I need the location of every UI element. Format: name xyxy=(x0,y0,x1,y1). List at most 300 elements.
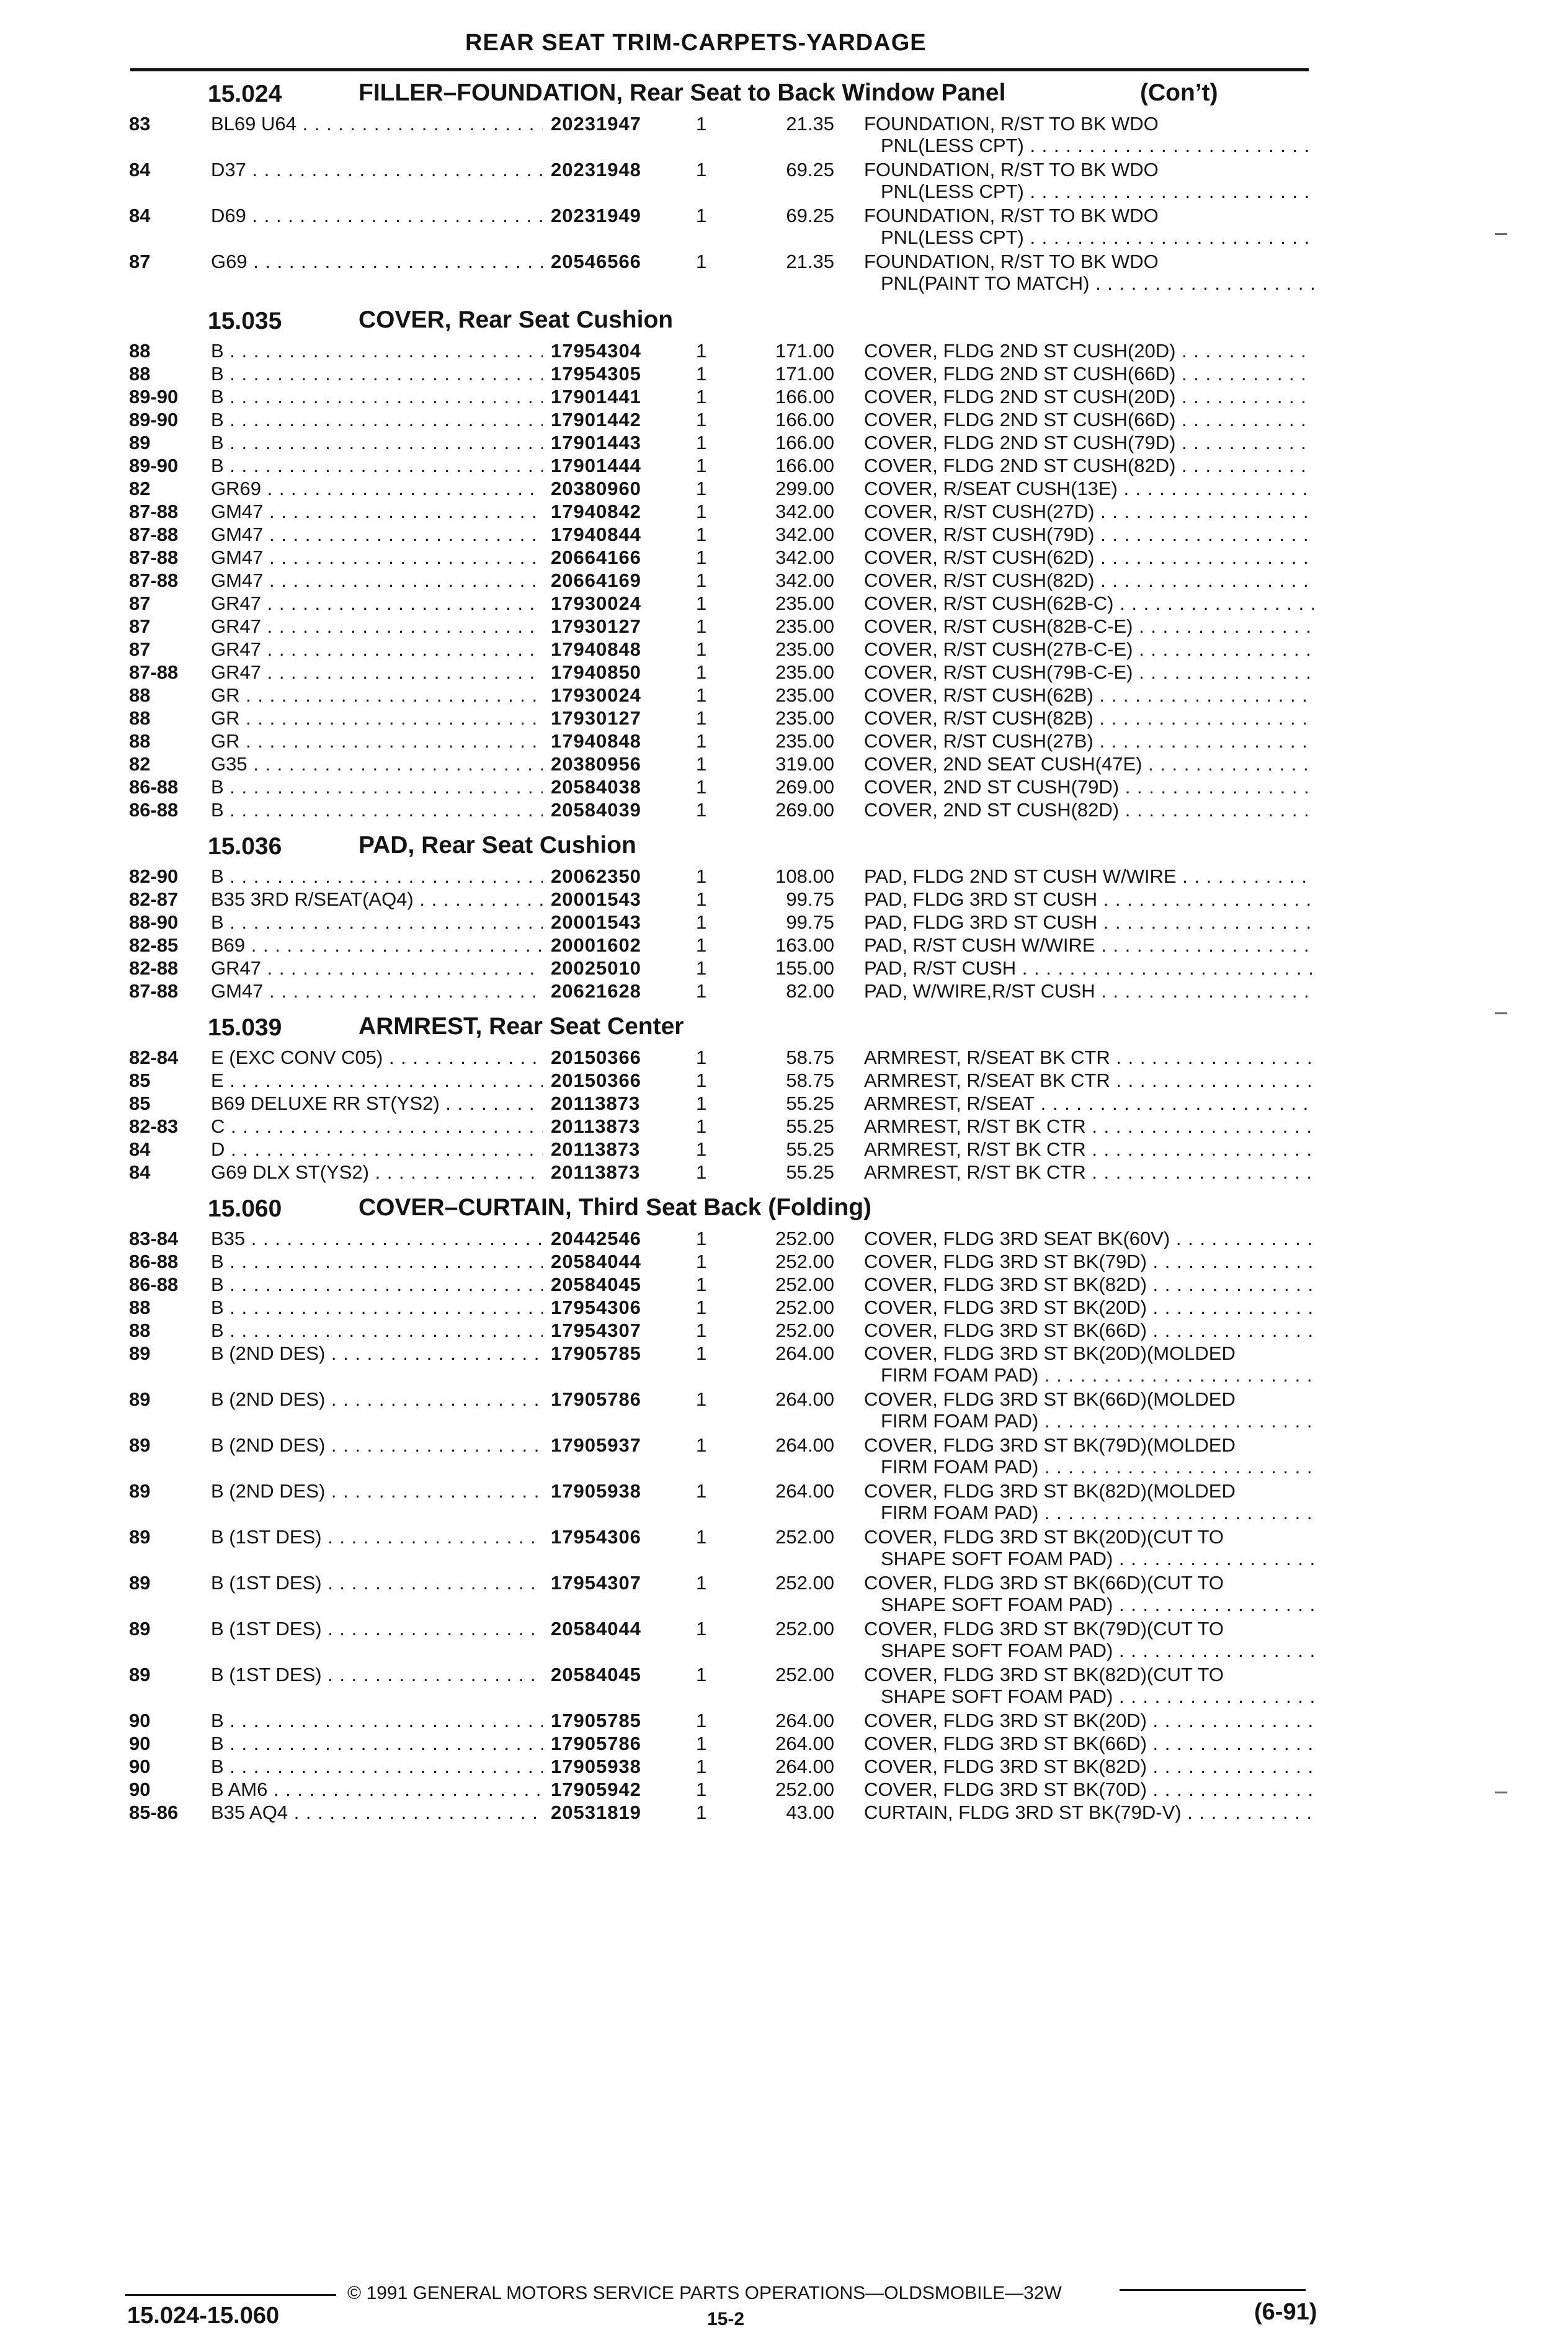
part-number: 17905785 xyxy=(551,1710,641,1731)
quantity: 1 xyxy=(696,957,707,979)
table-row xyxy=(0,1731,1568,1754)
table-row xyxy=(0,1708,1568,1731)
description: COVER, R/ST CUSH(62B-C) . . . xyxy=(864,592,1314,615)
price: 163.00 xyxy=(775,934,834,956)
part-number: 20664169 xyxy=(551,569,641,591)
part-number: 20231949 xyxy=(551,205,641,226)
description: ARMREST, R/SEAT BK CTR . . . xyxy=(864,1047,1314,1069)
section-title: FILLER–FOUNDATION, Rear Seat to Back Window Panel xyxy=(359,79,1006,106)
part-number: 17930024 xyxy=(551,592,641,614)
part-number: 20231947 xyxy=(551,113,641,135)
model-year: 82-90 xyxy=(129,865,179,887)
table-row xyxy=(0,1479,1568,1525)
table-row xyxy=(0,933,1568,956)
model-year: 84 xyxy=(129,1161,151,1183)
footer-rule-right xyxy=(1120,2289,1306,2291)
part-number: 17901442 xyxy=(551,409,641,431)
table-row xyxy=(0,591,1568,614)
application: B . . . xyxy=(211,776,543,798)
price: 58.75 xyxy=(786,1069,834,1091)
quantity: 1 xyxy=(696,501,707,522)
part-number: 20442546 xyxy=(551,1228,641,1249)
part-number: 17954307 xyxy=(551,1572,641,1594)
application: GM47 . . . xyxy=(211,501,543,523)
description: COVER, R/ST CUSH(79B-C-E) . . . xyxy=(864,661,1314,684)
model-year: 85-86 xyxy=(129,1801,179,1823)
table-row xyxy=(0,1754,1568,1777)
model-year: 83-84 xyxy=(129,1228,179,1249)
part-number: 20584045 xyxy=(551,1664,641,1685)
part-number: 17930127 xyxy=(551,707,641,729)
table-row xyxy=(0,339,1568,362)
price: 252.00 xyxy=(775,1572,834,1594)
table-row xyxy=(0,910,1568,933)
application: B (2ND DES) . . . xyxy=(211,1342,543,1365)
description: COVER, 2ND SEAT CUSH(47E) . . . xyxy=(864,753,1314,775)
copyright-notice: © 1991 GENERAL MOTORS SERVICE PARTS OPERATIONS—OLDSMOBILE—32W xyxy=(347,2283,1062,2303)
page-header xyxy=(130,30,1309,71)
quantity: 1 xyxy=(696,911,707,933)
description-continued: FIRM FOAM PAD) . . . xyxy=(881,1410,1314,1432)
price: 264.00 xyxy=(775,1710,834,1731)
description: COVER, FLDG 3RD ST BK(20D) . . . xyxy=(864,1710,1314,1732)
table-row xyxy=(0,1272,1568,1295)
part-number: 20001602 xyxy=(551,934,641,956)
application: B . . . xyxy=(211,865,543,888)
table-row xyxy=(0,887,1568,910)
application: B . . . xyxy=(211,386,543,408)
price: 252.00 xyxy=(775,1526,834,1548)
quantity: 1 xyxy=(696,524,707,545)
price: 252.00 xyxy=(775,1319,834,1341)
quantity: 1 xyxy=(696,980,707,1002)
model-year: 89 xyxy=(129,1480,151,1502)
description: COVER, R/ST CUSH(82B) . . . xyxy=(864,707,1314,730)
part-number: 17901444 xyxy=(551,455,641,476)
section-title: ARMREST, Rear Seat Center xyxy=(359,1013,684,1040)
quantity: 1 xyxy=(696,547,707,568)
price: 55.25 xyxy=(786,1092,834,1114)
section-continued: (Con’t) xyxy=(1140,79,1218,106)
model-year: 85 xyxy=(129,1069,151,1091)
model-year: 89 xyxy=(129,1388,151,1410)
table-row xyxy=(0,775,1568,798)
application: C . . . xyxy=(211,1115,543,1138)
description: CURTAIN, FLDG 3RD ST BK(79D-V) . . . xyxy=(864,1801,1314,1824)
application: GR . . . xyxy=(211,730,543,752)
table-row xyxy=(0,249,1568,295)
model-year: 90 xyxy=(129,1779,151,1800)
quantity: 1 xyxy=(696,1297,707,1318)
part-number: 17905938 xyxy=(551,1480,641,1502)
table-row xyxy=(0,408,1568,431)
price: 264.00 xyxy=(775,1756,834,1777)
model-year: 87-88 xyxy=(129,501,179,522)
quantity: 1 xyxy=(696,1115,707,1137)
model-year: 87-88 xyxy=(129,524,179,545)
price: 264.00 xyxy=(775,1434,834,1456)
price: 235.00 xyxy=(775,661,834,683)
price: 252.00 xyxy=(775,1297,834,1318)
quantity: 1 xyxy=(696,113,707,135)
quantity: 1 xyxy=(696,409,707,431)
description-continued: SHAPE SOFT FOAM PAD) . . . xyxy=(881,1594,1314,1616)
table-row xyxy=(0,1114,1568,1137)
description: COVER, R/ST CUSH(62D) . . . xyxy=(864,547,1314,569)
model-year: 87-88 xyxy=(129,980,179,1002)
revision-date: (6-91) xyxy=(1254,2299,1317,2325)
part-number: 20062350 xyxy=(551,865,641,887)
quantity: 1 xyxy=(696,1526,707,1548)
table-row xyxy=(0,1295,1568,1318)
table-row xyxy=(0,453,1568,476)
price: 252.00 xyxy=(775,1664,834,1685)
description: COVER, FLDG 3RD SEAT BK(60V) . . . xyxy=(864,1228,1314,1250)
description: COVER, FLDG 3RD ST BK(79D)(CUT TO xyxy=(864,1618,1224,1640)
price: 166.00 xyxy=(775,409,834,431)
part-number: 17930127 xyxy=(551,615,641,637)
description: COVER, FLDG 3RD ST BK(20D)(CUT TO xyxy=(864,1526,1224,1548)
description: COVER, FLDG 2ND ST CUSH(79D) . . . xyxy=(864,432,1314,454)
quantity: 1 xyxy=(696,363,707,385)
part-number: 20546566 xyxy=(551,251,641,272)
application: GR47 . . . xyxy=(211,957,543,980)
part-number: 20001543 xyxy=(551,911,641,933)
part-number: 17954305 xyxy=(551,363,641,385)
model-year: 89 xyxy=(129,1434,151,1456)
quantity: 1 xyxy=(696,776,707,798)
table-row xyxy=(0,158,1568,203)
part-number: 17940848 xyxy=(551,638,641,660)
price: 69.25 xyxy=(786,159,834,181)
table-row xyxy=(0,660,1568,683)
model-year: 87 xyxy=(129,251,151,272)
application: GM47 . . . xyxy=(211,980,543,1002)
description: COVER, R/ST CUSH(27D) . . . xyxy=(864,501,1314,523)
description: COVER, FLDG 2ND ST CUSH(66D) . . . xyxy=(864,363,1314,385)
description-continued: FIRM FOAM PAD) . . . xyxy=(881,1502,1314,1524)
quantity: 1 xyxy=(696,1756,707,1777)
application: G35 . . . xyxy=(211,753,543,775)
application: B (2ND DES) . . . xyxy=(211,1434,543,1457)
quantity: 1 xyxy=(696,1228,707,1249)
table-row xyxy=(0,1318,1568,1341)
model-year: 82 xyxy=(129,753,151,775)
price: 155.00 xyxy=(775,957,834,979)
quantity: 1 xyxy=(696,638,707,660)
price: 235.00 xyxy=(775,615,834,637)
description: COVER, FLDG 2ND ST CUSH(66D) . . . xyxy=(864,409,1314,431)
model-year: 89 xyxy=(129,1618,151,1640)
quantity: 1 xyxy=(696,934,707,956)
part-number: 20150366 xyxy=(551,1069,641,1091)
quantity: 1 xyxy=(696,1664,707,1685)
price: 82.00 xyxy=(786,980,834,1002)
model-year: 86-88 xyxy=(129,776,179,798)
table-row xyxy=(0,798,1568,821)
description: COVER, FLDG 3RD ST BK(79D) . . . xyxy=(864,1251,1314,1273)
description: COVER, FLDG 3RD ST BK(70D) . . . xyxy=(864,1779,1314,1801)
section-number: 15.024 xyxy=(208,81,282,107)
description: COVER, R/ST CUSH(82B-C-E) . . . xyxy=(864,615,1314,638)
price: 252.00 xyxy=(775,1228,834,1249)
table-row xyxy=(0,956,1568,979)
model-year: 84 xyxy=(129,1138,151,1160)
application: B (2ND DES) . . . xyxy=(211,1388,543,1411)
price: 235.00 xyxy=(775,707,834,729)
table-row xyxy=(0,979,1568,1002)
model-year: 87 xyxy=(129,638,151,660)
footer-rule-left xyxy=(125,2294,336,2296)
section-number: 15.060 xyxy=(208,1195,282,1222)
price: 166.00 xyxy=(775,455,834,476)
quantity: 1 xyxy=(696,1779,707,1800)
description: PAD, R/ST CUSH . . . xyxy=(864,957,1314,980)
application: D69 . . . xyxy=(211,205,543,227)
price: 342.00 xyxy=(775,524,834,545)
price: 252.00 xyxy=(775,1618,834,1640)
model-year: 83 xyxy=(129,113,151,135)
quantity: 1 xyxy=(696,661,707,683)
quantity: 1 xyxy=(696,1138,707,1160)
table-row xyxy=(0,1433,1568,1479)
description: ARMREST, R/ST BK CTR . . . xyxy=(864,1138,1314,1161)
quantity: 1 xyxy=(696,888,707,910)
description-continued: PNL(LESS CPT) . . . xyxy=(881,135,1314,157)
table-row xyxy=(0,864,1568,887)
table-row xyxy=(0,1800,1568,1823)
description: ARMREST, R/ST BK CTR . . . xyxy=(864,1161,1314,1184)
table-row xyxy=(0,568,1568,591)
application: GM47 . . . xyxy=(211,547,543,569)
quantity: 1 xyxy=(696,432,707,453)
section-number: 15.036 xyxy=(208,833,282,860)
description: COVER, FLDG 3RD ST BK(66D) . . . xyxy=(864,1733,1314,1755)
page-title: REAR SEAT TRIM-CARPETS-YARDAGE xyxy=(465,30,927,56)
model-year: 87-88 xyxy=(129,547,179,568)
application: GR . . . xyxy=(211,707,543,730)
quantity: 1 xyxy=(696,1274,707,1295)
application: E . . . xyxy=(211,1069,543,1092)
price: 342.00 xyxy=(775,501,834,522)
table-row xyxy=(0,706,1568,729)
part-number: 17940842 xyxy=(551,501,641,522)
quantity: 1 xyxy=(696,1319,707,1341)
quantity: 1 xyxy=(696,799,707,821)
model-year: 82-88 xyxy=(129,957,179,979)
model-year: 88 xyxy=(129,707,151,729)
price: 235.00 xyxy=(775,638,834,660)
price: 235.00 xyxy=(775,684,834,706)
part-number: 17954306 xyxy=(551,1297,641,1318)
table-row xyxy=(0,614,1568,637)
description: COVER, R/ST CUSH(27B-C-E) . . . xyxy=(864,638,1314,661)
description-continued: PNL(LESS CPT) . . . xyxy=(881,181,1314,203)
part-number: 20113873 xyxy=(551,1161,641,1183)
application: D37 . . . xyxy=(211,159,543,181)
application: D . . . xyxy=(211,1138,543,1161)
table-row xyxy=(0,1045,1568,1068)
model-year: 82-85 xyxy=(129,934,179,956)
page-range: 15.024-15.060 xyxy=(127,2303,280,2329)
description: COVER, R/ST CUSH(62B) . . . xyxy=(864,684,1314,707)
application: B69 DELUXE RR ST(YS2) . . . xyxy=(211,1092,543,1115)
part-number: 17905785 xyxy=(551,1342,641,1364)
part-number: 20584045 xyxy=(551,1274,641,1295)
table-row xyxy=(0,752,1568,775)
model-year: 88 xyxy=(129,684,151,706)
description: COVER, FLDG 3RD ST BK(82D)(CUT TO xyxy=(864,1664,1224,1685)
application: B . . . xyxy=(211,409,543,431)
application: B . . . xyxy=(211,911,543,934)
table-row xyxy=(0,499,1568,522)
description: FOUNDATION, R/ST TO BK WDO xyxy=(864,159,1159,181)
description: COVER, R/SEAT CUSH(13E) . . . xyxy=(864,478,1314,500)
price: 99.75 xyxy=(786,911,834,933)
table-row xyxy=(0,431,1568,453)
table-row xyxy=(0,1091,1568,1114)
table-row xyxy=(0,1525,1568,1571)
description: COVER, R/ST CUSH(27B) . . . xyxy=(864,730,1314,752)
model-year: 90 xyxy=(129,1733,151,1754)
edge-mark xyxy=(1495,1792,1507,1793)
model-year: 86-88 xyxy=(129,1274,179,1295)
part-number: 20113873 xyxy=(551,1092,641,1114)
quantity: 1 xyxy=(696,1733,707,1754)
model-year: 87-88 xyxy=(129,569,179,591)
application: B . . . xyxy=(211,1756,543,1778)
part-number: 17940848 xyxy=(551,730,641,752)
application: B . . . xyxy=(211,1319,543,1342)
part-number: 17930024 xyxy=(551,684,641,706)
model-year: 82-83 xyxy=(129,1115,179,1137)
part-number: 17905786 xyxy=(551,1388,641,1410)
price: 235.00 xyxy=(775,592,834,614)
part-number: 20584039 xyxy=(551,799,641,821)
section-title: PAD, Rear Seat Cushion xyxy=(359,832,636,859)
model-year: 87 xyxy=(129,615,151,637)
description: COVER, FLDG 3RD ST BK(79D)(MOLDED xyxy=(864,1434,1236,1456)
model-year: 88-90 xyxy=(129,911,179,933)
description: COVER, FLDG 3RD ST BK(20D)(MOLDED xyxy=(864,1342,1236,1364)
model-year: 90 xyxy=(129,1710,151,1731)
quantity: 1 xyxy=(696,478,707,499)
model-year: 88 xyxy=(129,340,151,362)
description: ARMREST, R/SEAT BK CTR . . . xyxy=(864,1069,1314,1092)
price: 55.25 xyxy=(786,1138,834,1160)
page-number: 15-2 xyxy=(707,2309,745,2329)
model-year: 82-84 xyxy=(129,1047,179,1068)
quantity: 1 xyxy=(696,205,707,226)
part-number: 20531819 xyxy=(551,1801,641,1823)
section-header xyxy=(0,301,1568,336)
application: B . . . xyxy=(211,799,543,821)
application: B (1ST DES) . . . xyxy=(211,1618,543,1640)
application: B . . . xyxy=(211,1274,543,1296)
application: GR47 . . . xyxy=(211,638,543,661)
table-row xyxy=(0,1249,1568,1272)
model-year: 82 xyxy=(129,478,151,499)
quantity: 1 xyxy=(696,1801,707,1823)
price: 21.35 xyxy=(786,113,834,135)
price: 252.00 xyxy=(775,1251,834,1272)
quantity: 1 xyxy=(696,455,707,476)
section-header xyxy=(0,74,1568,109)
price: 108.00 xyxy=(775,865,834,887)
description: PAD, W/WIRE,R/ST CUSH . . . xyxy=(864,980,1314,1002)
section-header xyxy=(0,1189,1568,1224)
table-row xyxy=(0,1226,1568,1249)
part-number: 20584044 xyxy=(551,1618,641,1640)
application: GM47 . . . xyxy=(211,569,543,592)
part-number: 17954306 xyxy=(551,1526,641,1548)
application: GR47 . . . xyxy=(211,615,543,638)
price: 55.25 xyxy=(786,1161,834,1183)
table-row xyxy=(0,385,1568,408)
application: B . . . xyxy=(211,363,543,385)
description: FOUNDATION, R/ST TO BK WDO xyxy=(864,113,1159,135)
description: COVER, 2ND ST CUSH(79D) . . . xyxy=(864,776,1314,798)
part-number: 20621628 xyxy=(551,980,641,1002)
part-number: 20113873 xyxy=(551,1115,641,1137)
edge-mark xyxy=(1495,1012,1507,1014)
description: COVER, R/ST CUSH(79D) . . . xyxy=(864,524,1314,546)
price: 171.00 xyxy=(775,340,834,362)
table-row xyxy=(0,1387,1568,1433)
description: COVER, R/ST CUSH(82D) . . . xyxy=(864,569,1314,592)
model-year: 84 xyxy=(129,159,151,181)
price: 55.25 xyxy=(786,1115,834,1137)
part-number: 17905938 xyxy=(551,1756,641,1777)
description: ARMREST, R/ST BK CTR . . . xyxy=(864,1115,1314,1138)
application: E (EXC CONV C05) . . . xyxy=(211,1047,543,1069)
table-row xyxy=(0,1137,1568,1160)
description-continued: FIRM FOAM PAD) . . . xyxy=(881,1364,1314,1386)
table-row xyxy=(0,1571,1568,1617)
price: 264.00 xyxy=(775,1480,834,1502)
application: B AM6 . . . xyxy=(211,1779,543,1801)
part-number: 20380960 xyxy=(551,478,641,499)
application: B (1ST DES) . . . xyxy=(211,1664,543,1686)
description: PAD, FLDG 3RD ST CUSH . . . xyxy=(864,888,1314,911)
description-continued: PNL(LESS CPT) . . . xyxy=(881,226,1314,249)
application: B35 . . . xyxy=(211,1228,543,1250)
application: B . . . xyxy=(211,432,543,454)
description: COVER, FLDG 3RD ST BK(82D) . . . xyxy=(864,1756,1314,1778)
price: 166.00 xyxy=(775,386,834,408)
quantity: 1 xyxy=(696,1092,707,1114)
description: COVER, FLDG 2ND ST CUSH(20D) . . . xyxy=(864,340,1314,362)
quantity: 1 xyxy=(696,1618,707,1640)
model-year: 89 xyxy=(129,1342,151,1364)
table-row xyxy=(0,362,1568,385)
description-continued: FIRM FOAM PAD) . . . xyxy=(881,1456,1314,1478)
application: B . . . xyxy=(211,1733,543,1755)
model-year: 88 xyxy=(129,1319,151,1341)
application: B (2ND DES) . . . xyxy=(211,1480,543,1502)
part-number: 20025010 xyxy=(551,957,641,979)
part-number: 17905937 xyxy=(551,1434,641,1456)
price: 69.25 xyxy=(786,205,834,226)
part-number: 20001543 xyxy=(551,888,641,910)
application: B (1ST DES) . . . xyxy=(211,1526,543,1548)
section-number: 15.039 xyxy=(208,1014,282,1041)
quantity: 1 xyxy=(696,251,707,272)
section-header xyxy=(0,1008,1568,1043)
price: 166.00 xyxy=(775,432,834,453)
application: B35 AQ4 . . . xyxy=(211,1801,543,1824)
model-year: 86-88 xyxy=(129,799,179,821)
